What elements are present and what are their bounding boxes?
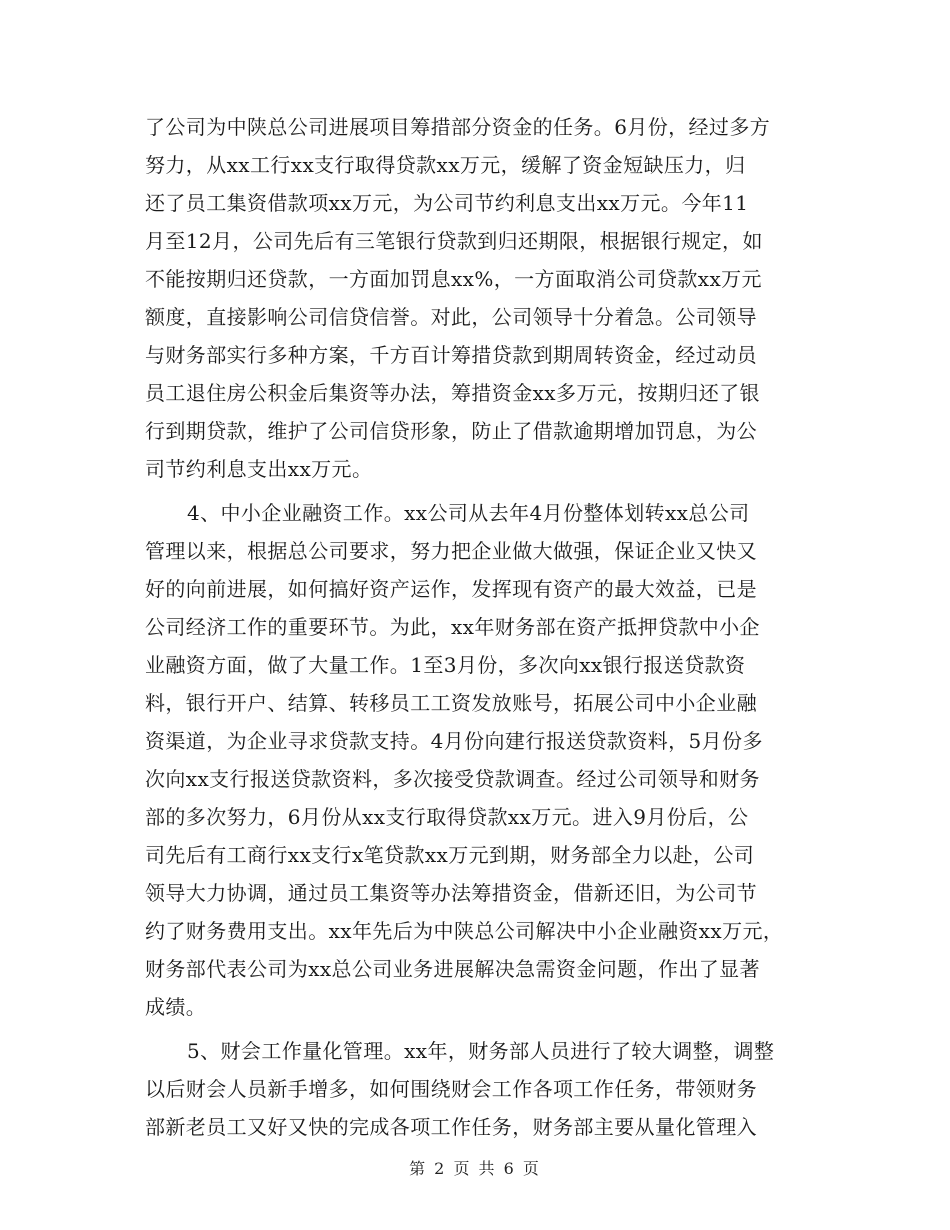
text-line: 领导大力协调，通过员工集资等办法筹措资金，借新还旧，为公司节 — [145, 881, 757, 905]
text-line: 业融资方面，做了大量工作。1至3月份，多次向xx银行报送贷款资 — [145, 653, 746, 677]
text-line: 部的多次努力，6月份从xx支行取得贷款xx万元。进入9月份后，公 — [145, 805, 749, 829]
text-line: 司先后有工商行xx支行x笔贷款xx万元到期，财务部全力以赴，公司 — [145, 843, 755, 867]
document-body — [145, 108, 805, 1146]
text-line: 好的向前进展，如何搞好资产运作，发挥现有资产的最大效益，已是 — [145, 577, 757, 601]
text-line: 部新老员工又好又快的完成各项工作任务，财务部主要从量化管理入 — [145, 1115, 757, 1139]
page-number-label: 第 2 页 共 6 页 — [409, 1159, 541, 1178]
text-line: 资渠道，为企业寻求贷款支持。4月份向建行报送贷款资料，5月份多 — [145, 729, 763, 753]
text-line: 管理以来，根据总公司要求，努力把企业做大做强，保证企业又快又 — [145, 539, 757, 563]
text-line: 约了财务费用支出。xx年先后为中陕总公司解决中小企业融资xx万元， — [145, 919, 784, 943]
text-line: 5、财会工作量化管理。xx年，财务部人员进行了较大调整，调整 — [187, 1039, 775, 1063]
text-line: 不能按期归还贷款，一方面加罚息xx%，一方面取消公司贷款xx万元 — [145, 267, 762, 291]
paragraph-quantified-management — [145, 1032, 805, 1146]
text-line: 与财务部实行多种方案，千方百计筹措贷款到期周转资金，经过动员 — [145, 343, 757, 367]
text-line: 以后财会人员新手增多，如何围绕财会工作各项工作任务，带领财务 — [145, 1077, 757, 1101]
text-line: 司节约利息支出xx万元。 — [145, 457, 373, 481]
text-line: 了公司为中陕总公司进展项目筹措部分资金的任务。6月份，经过多方 — [145, 115, 771, 139]
paragraph-continuation — [145, 108, 805, 488]
text-line: 公司经济工作的重要环节。为此，xx年财务部在资产抵押贷款中小企 — [145, 615, 760, 639]
paragraph-sme-financing — [145, 494, 805, 1026]
text-line: 额度，直接影响公司信贷信誉。对此，公司领导十分着急。公司领导 — [145, 305, 757, 329]
text-line: 员工退住房公积金后集资等办法，筹措资金xx多万元，按期归还了银 — [145, 381, 760, 405]
text-line: 行到期贷款，维护了公司信贷形象，防止了借款逾期增加罚息，为公 — [145, 419, 757, 443]
text-line: 成绩。 — [145, 995, 207, 1019]
text-line: 财务部代表公司为xx总公司业务进展解决急需资金问题，作出了显著 — [145, 957, 760, 981]
page-footer — [0, 1156, 950, 1179]
text-line: 4、中小企业融资工作。xx公司从去年4月份整体划转xx总公司 — [187, 501, 750, 525]
text-line: 次向xx支行报送贷款资料，多次接受贷款调查。经过公司领导和财务 — [145, 767, 760, 791]
text-line: 还了员工集资借款项xx万元，为公司节约利息支出xx万元。今年11 — [145, 191, 749, 215]
text-line: 月至12月，公司先后有三笔银行贷款到归还期限，根据银行规定，如 — [145, 229, 763, 253]
text-line: 努力，从xx工行xx支行取得贷款xx万元，缓解了资金短缺压力，归 — [145, 153, 746, 177]
text-line: 料，银行开户、结算、转移员工工资发放账号，拓展公司中小企业融 — [145, 691, 757, 715]
